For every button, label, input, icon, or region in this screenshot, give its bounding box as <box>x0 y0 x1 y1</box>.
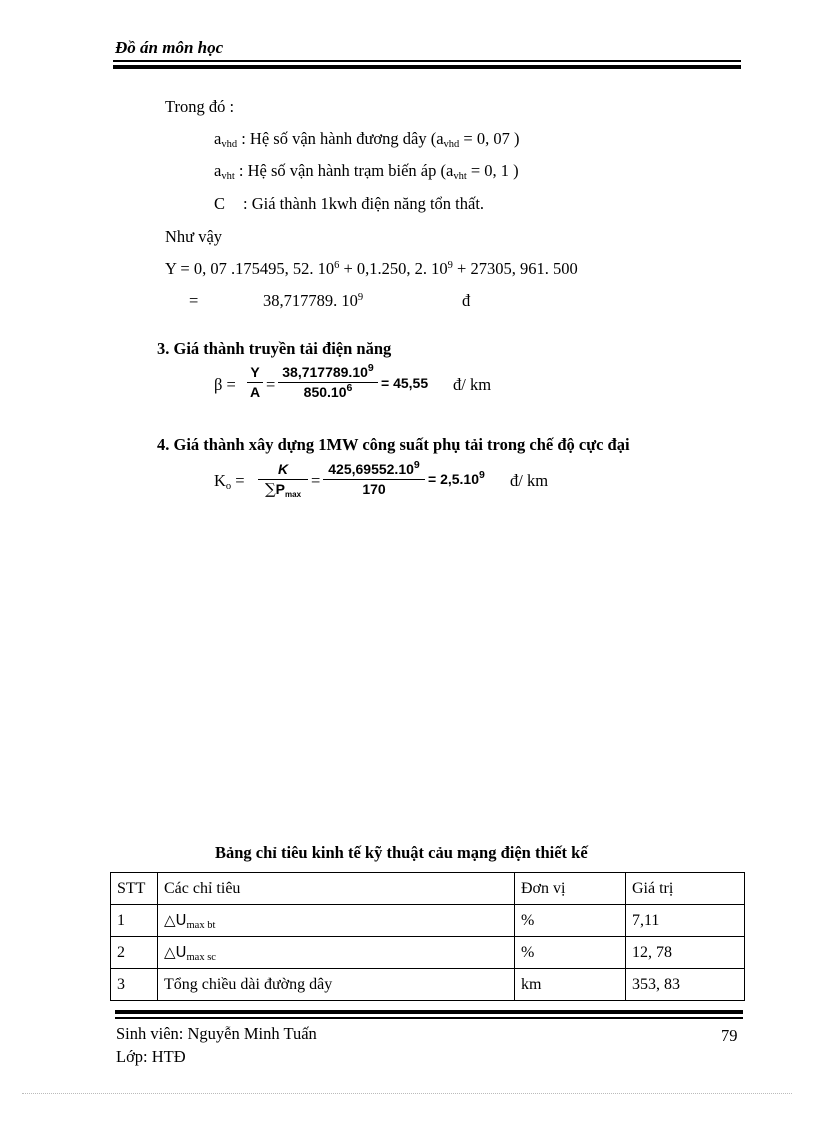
table-caption: Bảng chỉ tiêu kinh tế kỹ thuật cảu mạng điện thiết kế <box>215 843 588 862</box>
row-indicator: Tổng chiều dài đường dây <box>158 969 515 1001</box>
table-row <box>111 969 745 1001</box>
section4-unit: đ/ km <box>510 471 549 490</box>
row-value: 353, 83 <box>626 969 745 1001</box>
table-row <box>111 937 745 969</box>
footer-class: Lớp: HTĐ <box>116 1047 186 1066</box>
section3-heading: 3. Giá thành truyền tải điện năng <box>157 339 392 358</box>
section4-heading: 4. Giá thành xây dựng 1MW công suất phụ tải trong chế độ cực đại <box>157 435 630 454</box>
page-bottom-dotted-line <box>22 1093 792 1094</box>
row-stt: 1 <box>111 905 158 937</box>
footer-rule-thin <box>115 1017 743 1019</box>
row-indicator: $\triangle U_{max sc}$ <box>158 937 515 969</box>
page-number: 79 <box>721 1026 738 1045</box>
result-intro: Như vậy <box>165 227 223 246</box>
header-unit: Đơn vị <box>515 873 626 905</box>
explanation-intro: Trong đó : <box>165 97 235 116</box>
row-stt: 2 <box>111 937 158 969</box>
table-header-row <box>111 873 745 905</box>
section4-fraction-values: 425,69552.10$^9$ 170 <box>323 461 425 498</box>
row-unit: % <box>515 905 626 937</box>
section3-result: = 45,55 <box>381 375 429 391</box>
section3-eq1: = <box>266 375 276 394</box>
section4-result: = $2,5.10^9$ <box>428 469 485 487</box>
section4-lhs: $K_o$ = <box>214 471 245 492</box>
section3-lhs: β = <box>214 375 236 394</box>
row-value: 12, 78 <box>626 937 745 969</box>
header-rule-thick <box>113 65 741 69</box>
table-row <box>111 905 745 937</box>
section3-fraction-values: 38,717789.10$^9$ 850.10$^6$ <box>278 364 378 401</box>
footer-student: Sinh viên: Nguyễn Minh Tuấn <box>116 1024 317 1043</box>
header-value: Giá trị <box>626 873 745 905</box>
result-value: 38,717789. $10^9$ <box>263 291 364 310</box>
definition-avht: $a_{vht}$ : Hệ số vận hành trạm biến áp ($a_{vht} = 0$, 1 ) <box>214 161 519 182</box>
row-indicator: $\triangle U_{max bt}$ <box>158 905 515 937</box>
definition-c: C : Giá thành 1kwh điện năng tổn thất. <box>214 194 485 213</box>
header-indicator: Các chỉ tiêu <box>158 873 515 905</box>
result-equals: = <box>189 291 199 310</box>
result-equation: Y = 0, 07 .175495, 52. $10^6 + 0,1.250$, 2. $10^9 + 27305$, 961. 500 <box>165 259 578 278</box>
result-unit: đ <box>462 291 471 310</box>
definition-avhd: $a_{vhd}$ : Hệ số vận hành đương dây ($a_{vhd} = 0$, 07 ) <box>214 129 520 150</box>
section4-fraction-k-p: K $\sum P_{max}$ <box>258 461 308 498</box>
row-unit: km <box>515 969 626 1001</box>
header-title: Đồ án môn học <box>115 38 224 57</box>
row-value: 7,11 <box>626 905 745 937</box>
section4-eq1: = <box>311 471 321 490</box>
row-unit: % <box>515 937 626 969</box>
section3-fraction-y-a: Y A <box>247 364 263 401</box>
footer-rule-thick <box>115 1010 743 1014</box>
section3-unit: đ/ km <box>453 375 492 394</box>
header-rule-thin <box>113 60 741 62</box>
indicator-table <box>110 872 745 1001</box>
header-stt: STT <box>111 873 158 905</box>
row-stt: 3 <box>111 969 158 1001</box>
